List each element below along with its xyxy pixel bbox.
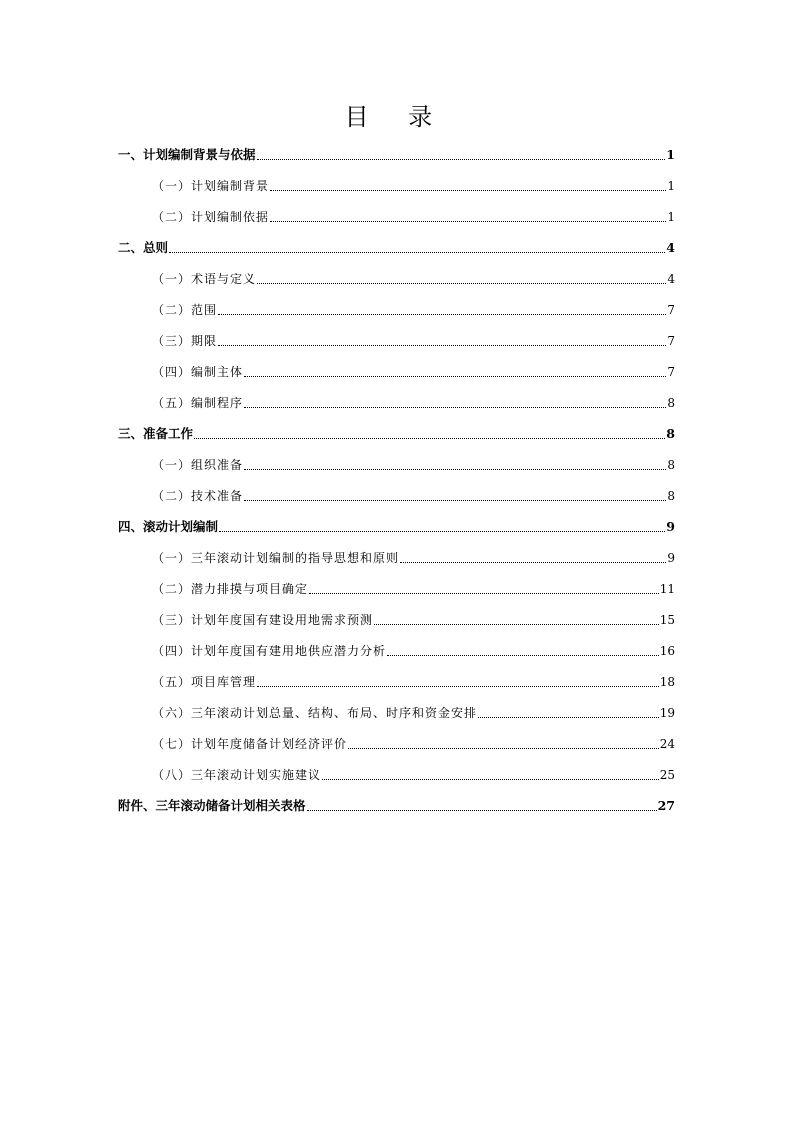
- toc-entry-title: （一）三年滚动计划编制的指导思想和原则: [152, 551, 400, 565]
- toc-page-number: 15: [659, 613, 675, 627]
- toc-entry-title: （一）术语与定义: [152, 272, 257, 286]
- toc-section-entry[interactable]: [152, 176, 675, 196]
- toc-page-number: 1: [666, 147, 675, 162]
- toc-page-number: 24: [659, 737, 675, 751]
- toc-entry-title: （八）三年滚动计划实施建议: [152, 768, 322, 782]
- toc-dot-leader: [218, 313, 666, 315]
- toc-section-entry[interactable]: [152, 734, 675, 754]
- toc-entry-title: （一）计划编制背景: [152, 179, 270, 193]
- toc-page-number: 7: [667, 303, 675, 317]
- toc-entry-title: （四）编制主体: [152, 365, 244, 379]
- toc-entry-title: （二）计划编制依据: [152, 210, 270, 224]
- toc-chapter-entry[interactable]: [118, 517, 675, 537]
- toc-section-entry[interactable]: [152, 207, 675, 227]
- toc-entry-title: （六）三年滚动计划总量、结构、布局、时序和资金安排: [152, 706, 478, 720]
- toc-section-entry[interactable]: [152, 300, 675, 320]
- toc-section-entry[interactable]: [152, 486, 675, 506]
- toc-section-entry[interactable]: [152, 579, 675, 599]
- toc-page-number: 25: [659, 768, 675, 782]
- toc-page-number: 8: [667, 396, 675, 410]
- toc-dot-leader: [244, 406, 666, 408]
- toc-entry-title: （二）技术准备: [152, 489, 244, 503]
- toc-dot-leader: [244, 499, 666, 501]
- toc-entry-title: （一）组织准备: [152, 458, 244, 472]
- toc-dot-leader: [374, 623, 659, 625]
- toc-page-number: 8: [667, 458, 675, 472]
- toc-entry-title: （五）项目库管理: [152, 675, 257, 689]
- toc-dot-leader: [307, 809, 657, 811]
- toc-page-number: 4: [667, 272, 675, 286]
- toc-section-entry[interactable]: [152, 765, 675, 785]
- toc-dot-leader: [219, 530, 665, 532]
- toc-dot-leader: [257, 685, 659, 687]
- toc-section-entry[interactable]: [152, 641, 675, 661]
- toc-dot-leader: [478, 716, 659, 718]
- toc-dot-leader: [169, 251, 665, 253]
- toc-section-entry[interactable]: [152, 672, 675, 692]
- toc-chapter-entry[interactable]: [118, 145, 675, 165]
- toc-page-number: 1: [667, 210, 675, 224]
- toc-entry-title: 三、准备工作: [118, 426, 194, 441]
- toc-entry-title: （三）计划年度国有建设用地需求预测: [152, 613, 374, 627]
- toc-dot-leader: [400, 561, 666, 563]
- toc-page-number: 4: [666, 240, 675, 255]
- toc-dot-leader: [244, 375, 666, 377]
- toc-page-number: 9: [666, 519, 675, 534]
- toc-dot-leader: [194, 437, 665, 439]
- toc-entry-title: 四、滚动计划编制: [118, 519, 219, 534]
- toc-dot-leader: [348, 747, 659, 749]
- toc-dot-leader: [244, 468, 666, 470]
- toc-dot-leader: [322, 778, 659, 780]
- toc-entry-title: （四）计划年度国有建用地供应潜力分析: [152, 644, 387, 658]
- toc-page-number: 9: [667, 551, 675, 565]
- toc-page-number: 1: [667, 179, 675, 193]
- toc-dot-leader: [387, 654, 659, 656]
- toc-section-entry[interactable]: [152, 610, 675, 630]
- toc-entry-title: （二）范围: [152, 303, 218, 317]
- toc-page-number: 18: [659, 675, 675, 689]
- toc-dot-leader: [218, 344, 666, 346]
- toc-page-number: 7: [667, 334, 675, 348]
- toc-page-number: 7: [667, 365, 675, 379]
- toc-chapter-entry[interactable]: [118, 796, 675, 816]
- toc-entry-title: （三）期限: [152, 334, 218, 348]
- toc-entry-title: 二、总则: [118, 240, 169, 255]
- toc-dot-leader: [270, 189, 666, 191]
- toc-dot-leader: [257, 282, 666, 284]
- toc-entry-title: （二）潜力排摸与项目确定: [152, 582, 309, 596]
- toc-page-number: 19: [659, 706, 675, 720]
- toc-chapter-entry[interactable]: [118, 238, 675, 258]
- toc-section-entry[interactable]: [152, 362, 675, 382]
- toc-section-entry[interactable]: [152, 703, 675, 723]
- toc-entry-title: （七）计划年度储备计划经济评价: [152, 737, 348, 751]
- toc-section-entry[interactable]: [152, 548, 675, 568]
- toc-entry-title: 一、计划编制背景与依据: [118, 147, 256, 162]
- toc-entry-title: 附件、三年滚动储备计划相关表格: [118, 798, 306, 813]
- toc-chapter-entry[interactable]: [118, 424, 675, 444]
- toc-entry-title: （五）编制程序: [152, 396, 244, 410]
- toc-page-number: 16: [659, 644, 675, 658]
- toc-dot-leader: [257, 158, 666, 160]
- toc-page-number: 11: [659, 582, 675, 596]
- toc-section-entry[interactable]: [152, 269, 675, 289]
- toc-title: 目 录: [344, 103, 449, 131]
- toc-page-number: 8: [666, 426, 675, 441]
- toc-page-number: 27: [657, 798, 675, 813]
- toc-section-entry[interactable]: [152, 455, 675, 475]
- toc-page-number: 8: [667, 489, 675, 503]
- toc-dot-leader: [270, 220, 666, 222]
- toc-section-entry[interactable]: [152, 331, 675, 351]
- toc-dot-leader: [309, 592, 659, 594]
- toc-section-entry[interactable]: [152, 393, 675, 413]
